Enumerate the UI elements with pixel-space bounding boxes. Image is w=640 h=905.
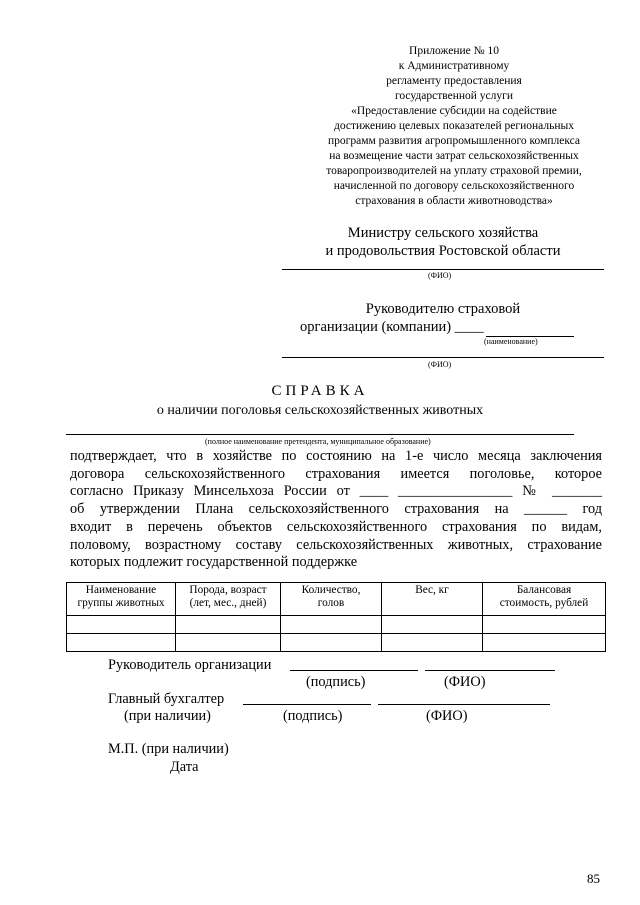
head-signature-line[interactable] [290, 670, 418, 671]
head-sign-caption: (подпись) [306, 674, 366, 690]
appendix-line: регламенту предоставления [386, 75, 522, 87]
body-line: которых подлежит государственной поддержке [70, 554, 358, 571]
addressee-insurer-line1: Руководителю страховой [365, 301, 521, 317]
accountant-sub-label: (при наличии) [124, 708, 211, 724]
appendix-line: программ развития агропромышленного комплекса [327, 135, 580, 147]
addressee-minister-line1: Министру сельского хозяйства [347, 225, 539, 241]
appendix-header [296, 44, 612, 209]
body-paragraph [70, 448, 602, 572]
body-line: об утверждении Плана сельскохозяйственного страхования на ______ год [70, 501, 602, 518]
accountant-label: Главный бухгалтер [108, 691, 225, 707]
livestock-table [66, 582, 606, 652]
appendix-line: товаропроизводителей на уплату страховой премии, [326, 165, 582, 177]
body-line: входит в перечень объектов сельскохозяйственного страхования по видам, [70, 518, 602, 535]
appendix-line: на возмещение части затрат сельскохозяйственных [329, 150, 579, 162]
addressee-minister-line2: и продовольствия Ростовской области [325, 243, 561, 259]
stamp-label: М.П. (при наличии) [108, 741, 229, 757]
date-label: Дата [170, 759, 199, 775]
table-cell[interactable] [67, 616, 176, 634]
table-cell[interactable] [483, 634, 606, 652]
body-line: договора сельскохозяйственного страхования имеется поголовье, которое [70, 465, 602, 482]
appendix-line: государственной услуги [394, 90, 514, 102]
addressee-minister [282, 224, 604, 260]
page-number: 85 [587, 871, 600, 886]
insurer-name-caption: (наименование) [484, 337, 538, 346]
col-header-book-value: Балансовая стоимость, рублей [483, 583, 606, 616]
body-line: согласно Приказу Минсельхоза России от ____ ________________ № _______ [70, 483, 602, 500]
accountant-fio-caption: (ФИО) [426, 708, 468, 724]
table-cell[interactable] [67, 634, 176, 652]
document-title: СПРАВКА [271, 383, 369, 399]
head-label: Руководитель организации [108, 657, 272, 673]
insurer-name-field[interactable] [486, 318, 574, 337]
table-cell[interactable] [382, 634, 483, 652]
table-header-row [67, 583, 606, 616]
appendix-line: к Административному [398, 60, 510, 72]
col-header-group: Наименование группы животных [67, 583, 176, 616]
document-subtitle: о наличии поголовья сельскохозяйственных животных [156, 403, 484, 418]
table-row [67, 616, 606, 634]
accountant-sign-caption: (подпись) [283, 708, 343, 724]
accountant-signature-line[interactable] [243, 704, 371, 705]
accountant-fio-line[interactable] [378, 704, 550, 705]
col-header-breed-age: Порода, возраст (лет, мес., дней) [176, 583, 281, 616]
appendix-line: начисленной по договору сельскохозяйственного [333, 180, 575, 192]
table-row [67, 634, 606, 652]
col-header-count: Количество, голов [281, 583, 382, 616]
table-cell[interactable] [281, 616, 382, 634]
appendix-line: достижению целевых показателей региональных [334, 120, 574, 132]
insurer-fio-line[interactable] [282, 357, 604, 358]
table-cell[interactable] [176, 616, 281, 634]
appendix-line: страхования в области животноводства» [355, 195, 553, 207]
body-line: подтверждает, что в хозяйстве по состоянию на 1-е число месяца заключения [70, 448, 602, 464]
appendix-line: Приложение № 10 [409, 45, 499, 57]
applicant-caption: (полное наименование претендента, муниципальное образование) [205, 437, 431, 446]
table-cell[interactable] [382, 616, 483, 634]
addressee-insurer-line2-text: организации (компании) ____ [300, 319, 484, 335]
table-cell[interactable] [176, 634, 281, 652]
body-line: половому, возрастному составу сельскохозяйственных животных, страхование [70, 536, 602, 553]
insurer-fio-caption: (ФИО) [428, 360, 452, 369]
minister-fio-caption: (ФИО) [428, 271, 452, 280]
appendix-line: «Предоставление субсидии на содействие [351, 105, 557, 117]
table-cell[interactable] [483, 616, 606, 634]
applicant-name-line[interactable] [66, 434, 574, 435]
head-fio-line[interactable] [425, 670, 555, 671]
addressee-insurer [282, 300, 604, 337]
table-cell[interactable] [281, 634, 382, 652]
addressee-insurer-line2 [282, 318, 604, 337]
col-header-weight: Вес, кг [382, 583, 483, 616]
head-fio-caption: (ФИО) [444, 674, 486, 690]
minister-fio-line[interactable] [282, 269, 604, 270]
